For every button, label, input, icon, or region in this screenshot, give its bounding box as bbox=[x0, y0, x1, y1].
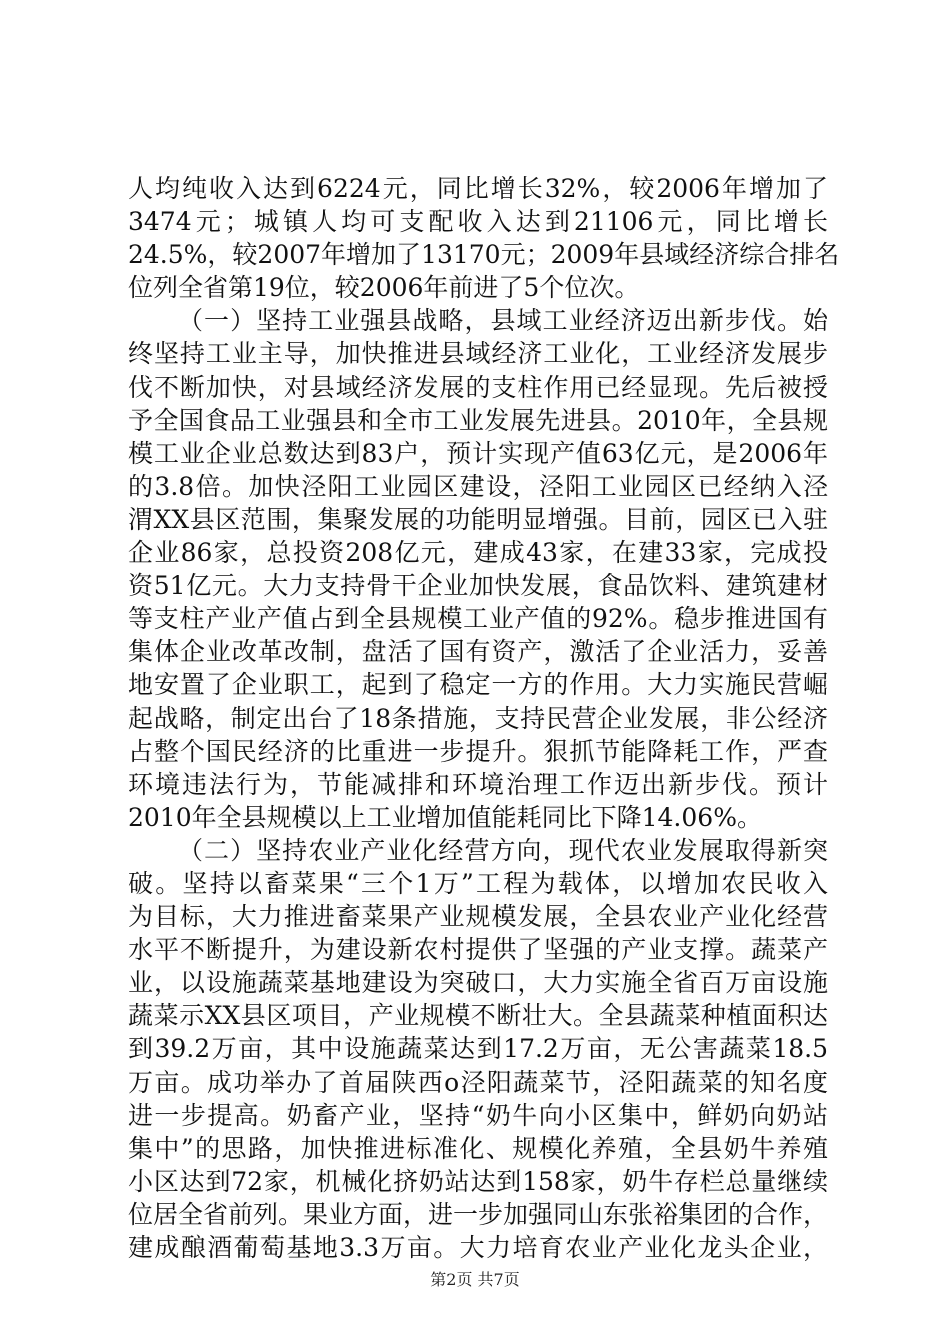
text-line: 渭XX县区范围，集聚发展的功能明显增强。目前，园区已入驻 bbox=[128, 504, 828, 534]
text-line: 进一步提高。奶畜产业，坚持“奶牛向小区集中，鲜奶向奶站 bbox=[128, 1100, 828, 1130]
paragraph-heading-1: （一）坚持工业强县战略，县域工业经济迈出新步伐。始 bbox=[178, 306, 828, 336]
text-line: 企业86家，总投资208亿元，建成43家，在建33家，完成投 bbox=[128, 538, 828, 568]
text-line: 环境违法行为，节能减排和环境治理工作迈出新步伐。预计 bbox=[128, 769, 828, 799]
text-line: 等支柱产业产值占到全县规模工业产值的92%。稳步推进国有 bbox=[128, 604, 828, 634]
text-line: 集中”的思路，加快推进标准化、规模化养殖，全县奶牛养殖 bbox=[128, 1133, 828, 1163]
text-line: 小区达到72家，机械化挤奶站达到158家，奶牛存栏总量继续 bbox=[128, 1166, 828, 1196]
text-line: 24.5%，较2007年增加了13170元；2009年县域经济综合排名 bbox=[128, 240, 840, 270]
text-line: 占整个国民经济的比重进一步提升。狠抓节能降耗工作，严查 bbox=[128, 736, 828, 766]
text-line: 3474元；城镇人均可支配收入达到21106元，同比增长 bbox=[128, 207, 828, 237]
text-line: 建成酿酒葡萄基地3.3万亩。大力培育农业产业化龙头企业， bbox=[128, 1233, 828, 1262]
text-line: 地安置了企业职工，起到了稳定一方的作用。大力实施民营崛 bbox=[128, 670, 828, 700]
text-line: 万亩。成功举办了首届陕西o泾阳蔬菜节，泾阳蔬菜的知名度 bbox=[128, 1067, 828, 1097]
text-line: 模工业企业总数达到83户，预计实现产值63亿元，是2006年 bbox=[128, 438, 828, 468]
text-line: 集体企业改革改制，盘活了国有资产，激活了企业活力，妥善 bbox=[128, 637, 828, 667]
text-line: 人均纯收入达到6224元，同比增长32%，较2006年增加了 bbox=[128, 174, 828, 203]
text-line: 到39.2万亩，其中设施蔬菜达到17.2万亩，无公害蔬菜18.5 bbox=[128, 1034, 828, 1064]
text-line: 终坚持工业主导，加快推进县域经济工业化，工业经济发展步 bbox=[128, 339, 828, 369]
text-line: 业，以设施蔬菜基地建设为突破口，大力实施全省百万亩设施 bbox=[128, 968, 828, 998]
text-line: 蔬菜示XX县区项目，产业规模不断壮大。全县蔬菜种植面积达 bbox=[128, 1001, 828, 1031]
text-line: 为目标，大力推进畜菜果产业规模发展，全县农业产业化经营 bbox=[128, 902, 828, 932]
text-line: 破。坚持以畜菜果“三个1万”工程为载体，以增加农民收入 bbox=[128, 868, 828, 898]
text-line: 资51亿元。大力支持骨干企业加快发展，食品饮料、建筑建材 bbox=[128, 571, 828, 601]
text-line: 位列全省第19位，较2006年前进了5个位次。 bbox=[128, 273, 640, 303]
text-line: 起战略，制定出台了18条措施，支持民营企业发展，非公经济 bbox=[128, 703, 828, 733]
text-line: 2010年全县规模以上工业增加值能耗同比下降14.06%。 bbox=[128, 802, 762, 832]
document-body bbox=[128, 172, 840, 1264]
text-line: 的3.8倍。加快泾阳工业园区建设，泾阳工业园区已经纳入泾 bbox=[128, 471, 828, 501]
text-line: 水平不断提升，为建设新农村提供了坚强的产业支撑。蔬菜产 bbox=[128, 935, 828, 965]
paragraph-heading-2: （二）坚持农业产业化经营方向，现代农业发展取得新突 bbox=[178, 835, 828, 865]
page-number-footer: 第2页 共7页 bbox=[430, 1270, 520, 1289]
text-line: 伐不断加快，对县域经济发展的支柱作用已经显现。先后被授 bbox=[128, 372, 828, 402]
text-line: 位居全省前列。果业方面，进一步加强同山东张裕集团的合作， bbox=[128, 1199, 829, 1229]
text-line: 予全国食品工业强县和全市工业发展先进县。2010年，全县规 bbox=[128, 405, 828, 435]
